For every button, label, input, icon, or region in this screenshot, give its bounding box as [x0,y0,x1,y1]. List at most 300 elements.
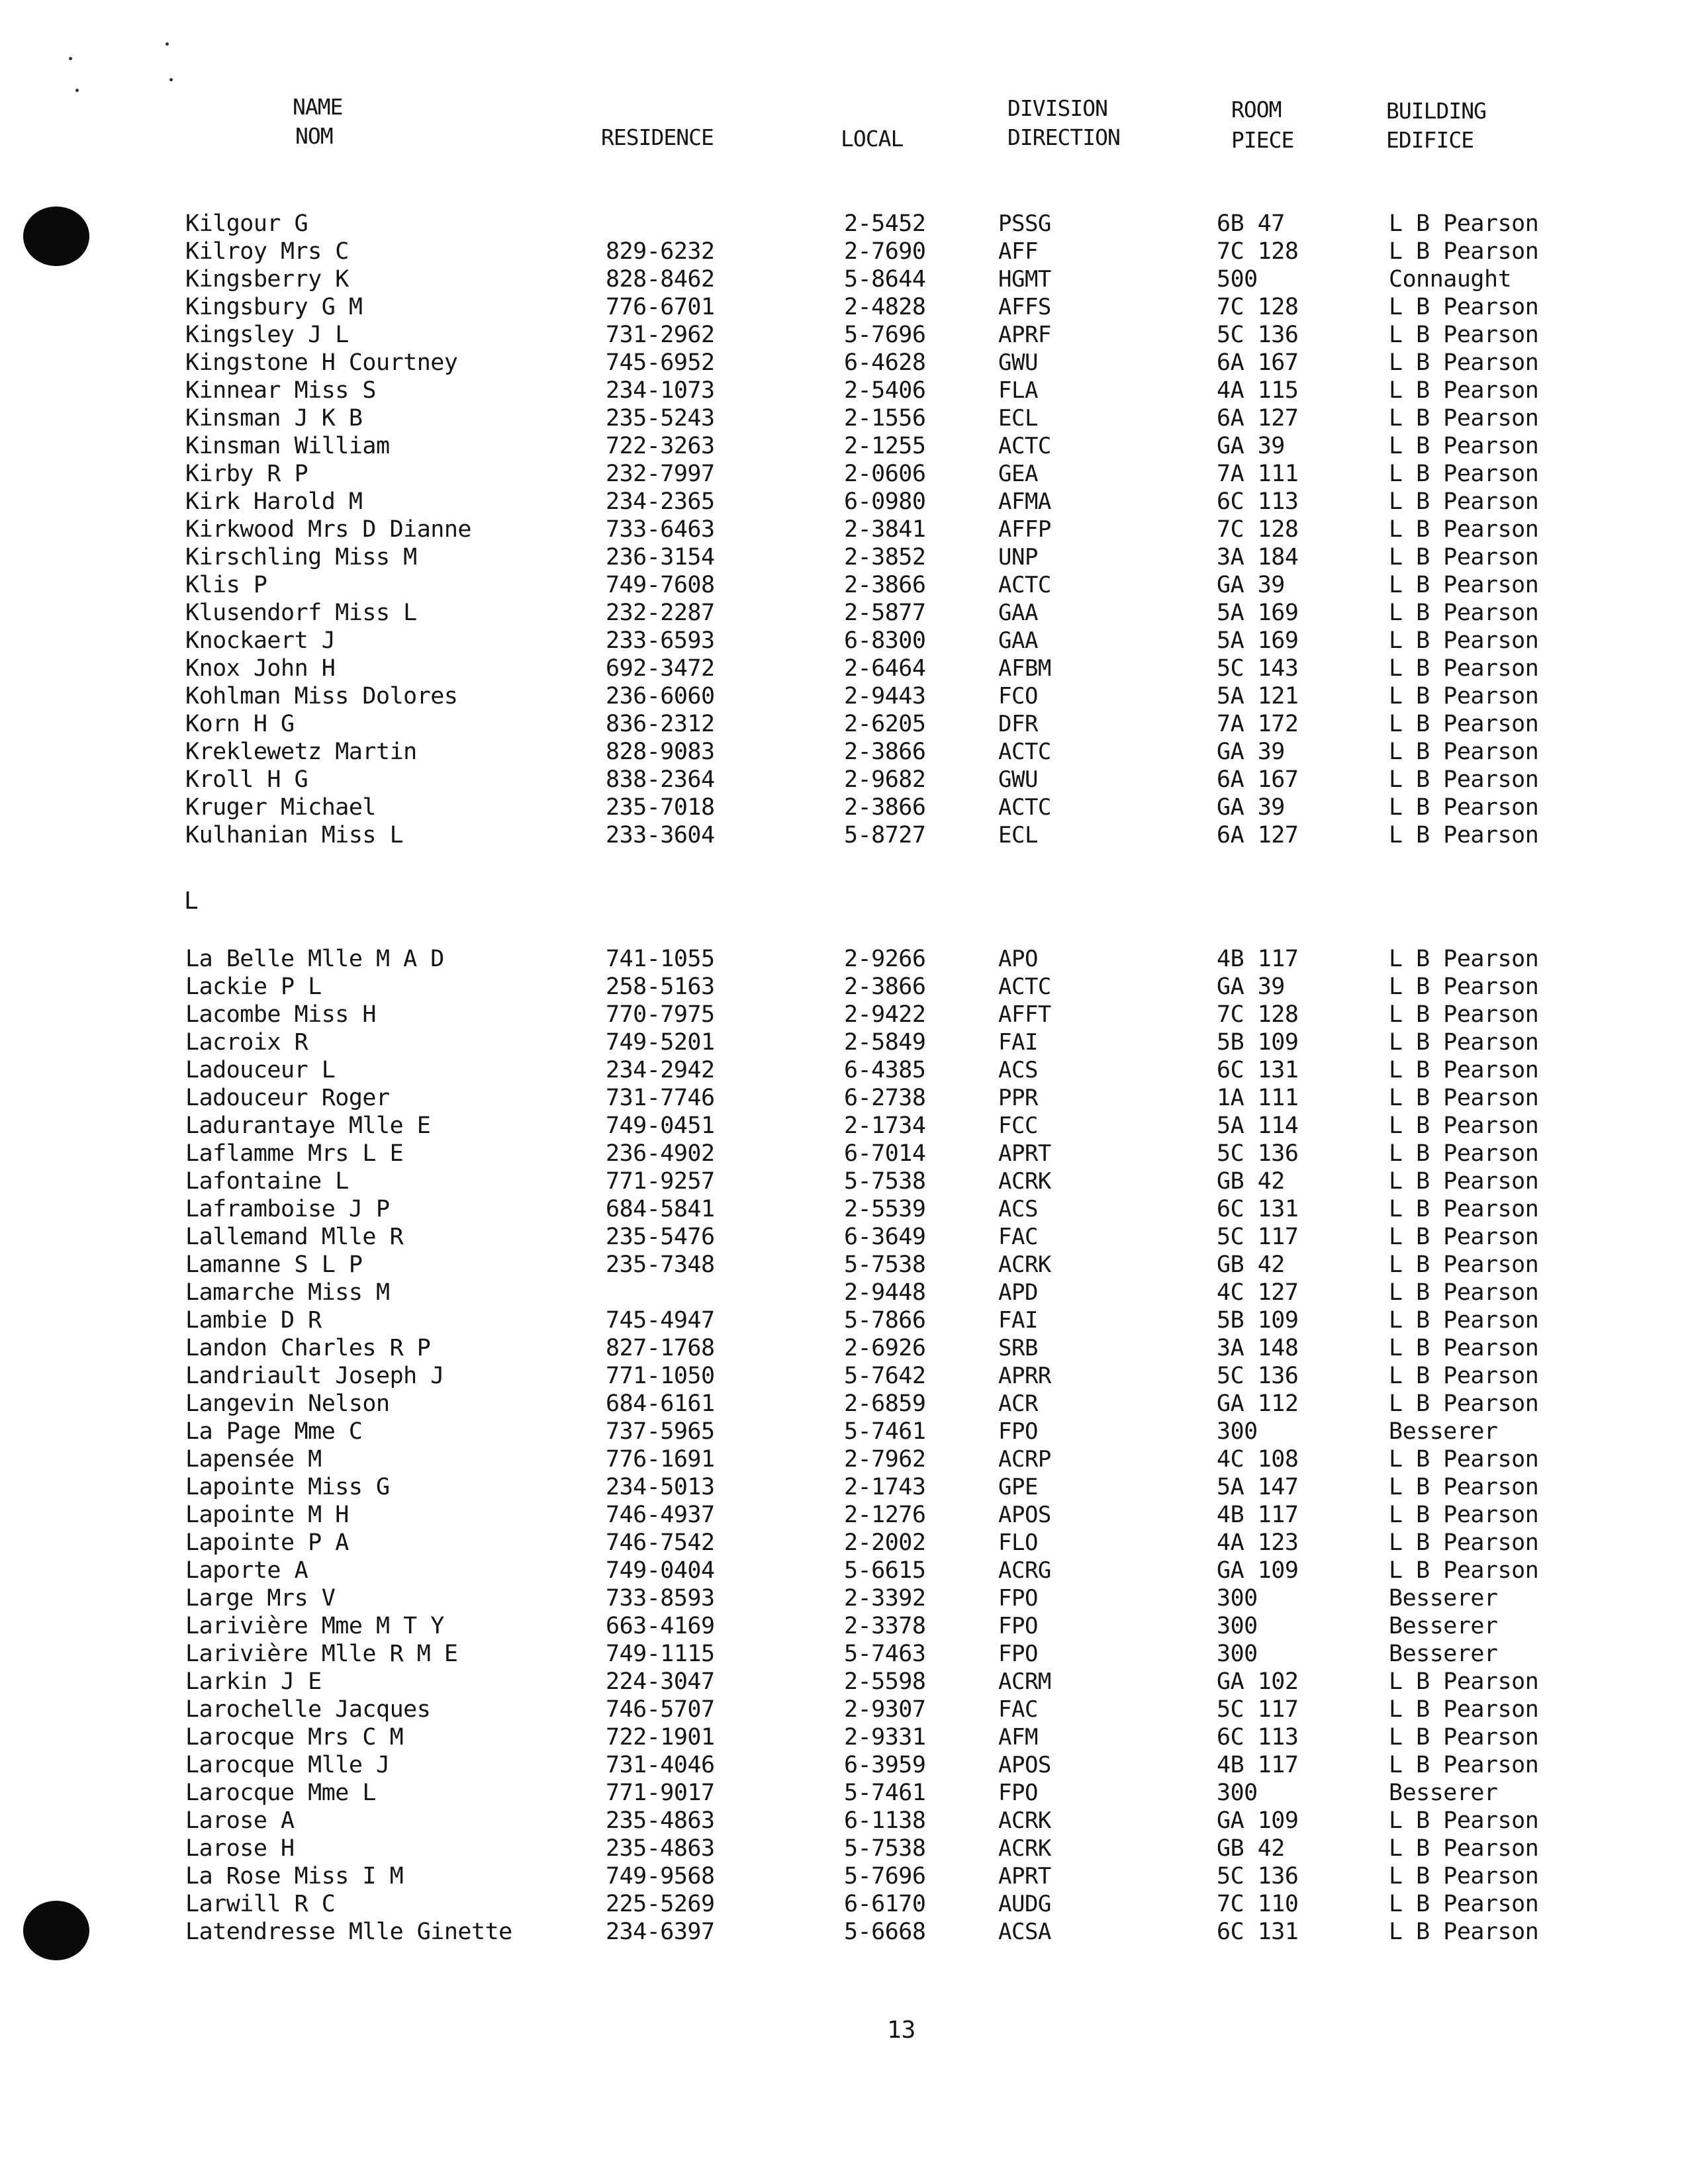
entry-room: GA 39 [1217,739,1285,765]
entry-name: Ladouceur L [185,1057,336,1083]
entry-building: L B Pearson [1389,544,1539,570]
list-item [0,1779,1684,1807]
entry-room: 5C 136 [1217,1140,1299,1167]
entry-name: Kirschling Miss M [185,544,417,570]
entry-room: 5C 136 [1217,1363,1299,1389]
entry-local: 5-8727 [844,822,926,848]
entry-division: FPO [998,1641,1038,1667]
entry-division: APO [998,946,1038,972]
entry-building: L B Pearson [1389,1363,1539,1389]
entry-local: 2-1734 [844,1113,926,1139]
entry-room: 3A 148 [1217,1335,1299,1361]
entry-residence: 771-9257 [606,1168,715,1195]
entry-building: L B Pearson [1389,238,1539,265]
entry-residence: 733-6463 [606,516,715,543]
page-number: 13 [887,2017,916,2044]
entry-division: FAC [998,1224,1038,1250]
entry-division: FLO [998,1529,1038,1556]
entry-local: 5-7538 [844,1835,926,1862]
list-item [0,599,1684,627]
list-item [0,1056,1684,1084]
entry-division: ECL [998,822,1038,848]
entry-room: 4A 115 [1217,377,1299,404]
entry-name: Lamanne S L P [185,1251,363,1278]
entry-room: 300 [1217,1585,1258,1612]
entry-local: 2-5452 [844,210,926,237]
entry-room: 7A 172 [1217,711,1299,737]
entry-division: FCC [998,1113,1038,1139]
entry-local: 2-7690 [844,238,926,265]
entry-division: GWU [998,766,1038,793]
entry-room: 5C 117 [1217,1224,1299,1250]
entry-building: L B Pearson [1389,1696,1539,1723]
entry-division: FPO [998,1780,1038,1806]
entry-name: Kingstone H Courtney [185,349,458,376]
list-item [0,1084,1684,1112]
entry-room: 4C 127 [1217,1279,1299,1306]
entry-local: 2-3392 [844,1585,926,1612]
entry-room: 4C 108 [1217,1446,1299,1473]
entry-division: ACS [998,1057,1038,1083]
entry-name: Kreklewetz Martin [185,739,417,765]
list-item [0,238,1684,265]
entry-name: Kingsley J L [185,322,349,348]
entry-residence: 236-3154 [606,544,715,570]
entry-name: Lamarche Miss M [185,1279,390,1306]
entry-name: Langevin Nelson [185,1390,390,1417]
entry-division: ACTC [998,794,1051,821]
list-item [0,766,1684,794]
entry-local: 2-3866 [844,974,926,1000]
entry-local: 2-5598 [844,1668,926,1695]
entry-room: GB 42 [1217,1251,1285,1278]
header-name: NAME [293,94,343,120]
entry-name: La Page Mme C [185,1418,363,1445]
entry-room: 4A 123 [1217,1529,1299,1556]
entry-name: Knockaert J [185,627,336,654]
list-item [0,321,1684,349]
list-item [0,627,1684,655]
list-item [0,1918,1684,1946]
entry-building: Besserer [1389,1641,1498,1667]
entry-residence: 235-7018 [606,794,715,821]
entry-name: Larocque Mme L [185,1780,377,1806]
entry-name: Kinnear Miss S [185,377,377,404]
list-item [0,1251,1684,1279]
entry-division: FPO [998,1613,1038,1639]
list-item [0,1279,1684,1306]
list-item [0,543,1684,571]
list-item [0,1167,1684,1195]
entry-residence: 749-0404 [606,1557,715,1584]
entry-room: 4B 117 [1217,946,1299,972]
list-item [0,1306,1684,1334]
entry-division: ACR [998,1390,1038,1417]
entry-name: Kohlman Miss Dolores [185,683,458,709]
entry-residence: 722-1901 [606,1724,715,1751]
entry-division: AFF [998,238,1038,265]
entry-room: 5C 117 [1217,1696,1299,1723]
entry-name: Lafontaine L [185,1168,349,1195]
entry-room: 300 [1217,1613,1258,1639]
list-item [0,655,1684,682]
entry-room: 5A 114 [1217,1113,1299,1139]
entry-building: L B Pearson [1389,210,1539,237]
entry-division: ACTC [998,572,1051,598]
entry-name: Kruger Michael [185,794,377,821]
entry-local: 5-7538 [844,1168,926,1195]
entry-residence: 771-1050 [606,1363,715,1389]
entry-room: 6A 127 [1217,822,1299,848]
entry-local: 5-7866 [844,1307,926,1334]
entry-room: 7C 128 [1217,1001,1299,1028]
list-item [0,1890,1684,1918]
entry-division: ACRK [998,1168,1051,1195]
entry-division: ACRK [998,1251,1051,1278]
entry-building: L B Pearson [1389,711,1539,737]
entry-building: L B Pearson [1389,1502,1539,1528]
entry-room: 5A 169 [1217,600,1299,626]
entry-division: ACSA [998,1919,1051,1945]
entry-local: 6-7014 [844,1140,926,1167]
entry-room: 6C 131 [1217,1919,1299,1945]
entry-division: FLA [998,377,1038,404]
entry-local: 2-1255 [844,433,926,459]
entry-room: GA 109 [1217,1807,1299,1834]
entry-name: Larkin J E [185,1668,322,1695]
list-item [0,1223,1684,1251]
list-item [0,1557,1684,1584]
entry-division: PPR [998,1085,1038,1111]
entry-name: Laframboise J P [185,1196,390,1222]
entry-name: Lacombe Miss H [185,1001,377,1028]
entry-building: L B Pearson [1389,1891,1539,1917]
entry-local: 5-7538 [844,1251,926,1278]
entry-residence: 235-5476 [606,1224,715,1250]
entry-division: APOS [998,1752,1051,1778]
list-item [0,404,1684,432]
entry-name: Lackie P L [185,974,322,1000]
entry-residence: 749-7608 [606,572,715,598]
entry-room: 6A 167 [1217,766,1299,793]
entry-residence: 233-6593 [606,627,715,654]
entry-residence: 746-7542 [606,1529,715,1556]
entry-name: Kirby R P [185,461,308,487]
entry-residence: 233-3604 [606,822,715,848]
entry-local: 6-3649 [844,1224,926,1250]
entry-local: 2-5539 [844,1196,926,1222]
entry-residence: 741-1055 [606,946,715,972]
entry-local: 2-3866 [844,794,926,821]
entry-building: L B Pearson [1389,294,1539,320]
entry-residence: 771-9017 [606,1780,715,1806]
entry-name: Lapointe Miss G [185,1474,390,1500]
entry-building: L B Pearson [1389,1919,1539,1945]
entry-name: Landon Charles R P [185,1335,431,1361]
entry-building: L B Pearson [1389,1113,1539,1139]
entry-division: GEA [998,461,1038,487]
entry-name: Ladouceur Roger [185,1085,390,1111]
entry-division: PSSG [998,210,1051,237]
entry-building: L B Pearson [1389,946,1539,972]
entry-residence: 684-5841 [606,1196,715,1222]
list-item [0,265,1684,293]
entry-residence: 746-4937 [606,1502,715,1528]
entry-residence: 749-9568 [606,1863,715,1889]
entry-local: 6-0980 [844,488,926,515]
entry-residence: 235-4863 [606,1807,715,1834]
entry-building: L B Pearson [1389,1668,1539,1695]
entry-residence: 731-7746 [606,1085,715,1111]
entry-building: L B Pearson [1389,974,1539,1000]
entry-room: 5A 121 [1217,683,1299,709]
list-item [0,821,1684,849]
entry-name: Kroll H G [185,766,308,793]
entry-name: Korn H G [185,711,295,737]
entry-local: 5-8644 [844,266,926,293]
entry-name: Lapointe P A [185,1529,349,1556]
entry-division: ACRP [998,1446,1051,1473]
entry-name: Kingsberry K [185,266,349,293]
header-local: LOCAL [841,126,904,152]
entry-local: 2-1276 [844,1502,926,1528]
entry-local: 2-3866 [844,739,926,765]
entry-local: 5-7696 [844,322,926,348]
list-item [0,1334,1684,1362]
entry-building: L B Pearson [1389,1835,1539,1862]
entry-residence: 684-6161 [606,1390,715,1417]
header-edifice: EDIFICE [1386,127,1474,153]
entry-room: GA 109 [1217,1557,1299,1584]
header-room: ROOM [1231,97,1282,122]
entry-division: ACRK [998,1807,1051,1834]
entry-room: 6A 167 [1217,349,1299,376]
entry-building: L B Pearson [1389,1529,1539,1556]
entry-division: FPO [998,1418,1038,1445]
list-item [0,377,1684,404]
entry-building: L B Pearson [1389,322,1539,348]
header-division: DIVISION [1007,95,1107,121]
entry-building: L B Pearson [1389,766,1539,793]
entry-local: 6-2738 [844,1085,926,1111]
scan-speck [75,89,79,92]
entry-local: 6-4628 [844,349,926,376]
entry-division: AFM [998,1724,1038,1751]
section-letter-heading: L [184,887,199,915]
list-item [0,1835,1684,1862]
list-item [0,945,1684,973]
list-item [0,973,1684,1001]
entry-room: 6C 131 [1217,1196,1299,1222]
entry-local: 2-4828 [844,294,926,320]
entry-division: FAC [998,1696,1038,1723]
entry-building: L B Pearson [1389,794,1539,821]
entry-room: 4B 117 [1217,1502,1299,1528]
entry-name: La Belle Mlle M A D [185,946,444,972]
entry-division: ACTC [998,739,1051,765]
entry-building: L B Pearson [1389,1752,1539,1778]
entry-name: Kilroy Mrs C [185,238,349,265]
entry-division: FCO [998,683,1038,709]
entry-name: Knox John H [185,655,336,682]
entry-residence: 232-7997 [606,461,715,487]
entry-room: GA 39 [1217,572,1285,598]
entry-local: 6-3959 [844,1752,926,1778]
entry-division: HGMT [998,266,1051,293]
entry-residence: 745-4947 [606,1307,715,1334]
entry-local: 2-3866 [844,572,926,598]
entry-residence: 234-5013 [606,1474,715,1500]
entry-division: APD [998,1279,1038,1306]
entry-name: Larivière Mme M T Y [185,1613,444,1639]
entry-name: Kilgour G [185,210,308,237]
entry-name: Kirk Harold M [185,488,363,515]
entry-building: L B Pearson [1389,822,1539,848]
entry-local: 2-9443 [844,683,926,709]
entry-local: 6-6170 [844,1891,926,1917]
entry-residence: 828-8462 [606,266,715,293]
entry-building: L B Pearson [1389,600,1539,626]
header-building: BUILDING [1386,98,1486,124]
entry-division: UNP [998,544,1038,570]
entry-room: 5B 109 [1217,1029,1299,1056]
list-item [0,1418,1684,1445]
entry-residence: 235-5243 [606,405,715,432]
list-item [0,794,1684,821]
entry-division: FPO [998,1585,1038,1612]
list-item [0,1807,1684,1835]
list-item [0,1362,1684,1390]
entry-residence: 232-2287 [606,600,715,626]
entry-local: 6-8300 [844,627,926,654]
entry-building: L B Pearson [1389,1474,1539,1500]
entry-residence: 828-9083 [606,739,715,765]
entry-residence: 225-5269 [606,1891,715,1917]
list-item [0,1640,1684,1668]
header-residence: RESIDENCE [601,124,714,150]
entry-local: 2-6859 [844,1390,926,1417]
header-piece: PIECE [1231,127,1294,153]
entry-building: Besserer [1389,1418,1498,1445]
entry-building: Besserer [1389,1613,1498,1639]
entry-division: FAI [998,1029,1038,1056]
entry-building: L B Pearson [1389,488,1539,515]
entry-division: APOS [998,1502,1051,1528]
entry-division: ACRG [998,1557,1051,1584]
entry-room: GA 112 [1217,1390,1299,1417]
list-item [0,1001,1684,1028]
entry-local: 2-6464 [844,655,926,682]
entry-name: Larivière Mlle R M E [185,1641,458,1667]
list-item [0,488,1684,516]
entry-division: ACS [998,1196,1038,1222]
entry-room: 7C 110 [1217,1891,1299,1917]
entry-room: 5B 109 [1217,1307,1299,1334]
entry-building: L B Pearson [1389,1029,1539,1056]
entry-local: 2-6205 [844,711,926,737]
entry-name: Larwill R C [185,1891,336,1917]
entry-building: L B Pearson [1389,1863,1539,1889]
entry-room: 300 [1217,1641,1258,1667]
entry-building: L B Pearson [1389,1446,1539,1473]
entry-building: L B Pearson [1389,1251,1539,1278]
entry-name: Larochelle Jacques [185,1696,431,1723]
entry-local: 2-9307 [844,1696,926,1723]
list-item [0,738,1684,766]
entry-local: 2-3378 [844,1613,926,1639]
entry-room: 4B 117 [1217,1752,1299,1778]
entry-building: L B Pearson [1389,516,1539,543]
entry-residence: 749-1115 [606,1641,715,1667]
entry-room: 5A 169 [1217,627,1299,654]
entry-residence: 722-3263 [606,433,715,459]
entry-name: Larose A [185,1807,295,1834]
entry-name: Larocque Mrs C M [185,1724,404,1751]
entry-division: GAA [998,600,1038,626]
entry-building: L B Pearson [1389,1335,1539,1361]
entry-name: Lapointe M H [185,1502,349,1528]
entry-name: Kingsbury G M [185,294,363,320]
entry-name: Klusendorf Miss L [185,600,417,626]
entry-local: 2-1743 [844,1474,926,1500]
entry-residence: 776-1691 [606,1446,715,1473]
entry-division: AFFT [998,1001,1051,1028]
entry-residence: 234-1073 [606,377,715,404]
list-item [0,460,1684,488]
entry-division: APRT [998,1863,1051,1889]
entry-local: 5-7463 [844,1641,926,1667]
entry-local: 5-7461 [844,1418,926,1445]
entry-local: 5-7461 [844,1780,926,1806]
entry-room: 5C 143 [1217,655,1299,682]
list-item [0,571,1684,599]
entry-local: 5-7642 [844,1363,926,1389]
entry-name: Lallemand Mlle R [185,1224,404,1250]
entry-residence: 838-2364 [606,766,715,793]
entry-division: FAI [998,1307,1038,1334]
entry-division: ACRK [998,1835,1051,1862]
entry-name: Large Mrs V [185,1585,336,1612]
entry-room: 5C 136 [1217,1863,1299,1889]
entry-residence: 258-5163 [606,974,715,1000]
entry-division: APRT [998,1140,1051,1167]
entry-residence: 827-1768 [606,1335,715,1361]
list-item [0,293,1684,321]
list-item [0,1723,1684,1751]
entry-building: L B Pearson [1389,1224,1539,1250]
entry-residence: 224-3047 [606,1668,715,1695]
entry-room: 300 [1217,1418,1258,1445]
entry-room: 6C 113 [1217,1724,1299,1751]
entry-name: Lacroix R [185,1029,308,1056]
entry-room: 3A 184 [1217,544,1299,570]
entry-building: L B Pearson [1389,683,1539,709]
entry-division: GAA [998,627,1038,654]
entry-division: ECL [998,405,1038,432]
entry-local: 5-6615 [844,1557,926,1584]
entry-building: L B Pearson [1389,627,1539,654]
entry-name: Latendresse Mlle Ginette [185,1919,512,1945]
scan-speck [69,57,72,60]
entry-residence: 731-4046 [606,1752,715,1778]
entry-residence: 829-6232 [606,238,715,265]
list-item [0,1529,1684,1557]
list-item [0,1668,1684,1696]
entry-division: ACRM [998,1668,1051,1695]
entry-building: L B Pearson [1389,1057,1539,1083]
entry-building: L B Pearson [1389,1001,1539,1028]
list-item [0,1501,1684,1529]
